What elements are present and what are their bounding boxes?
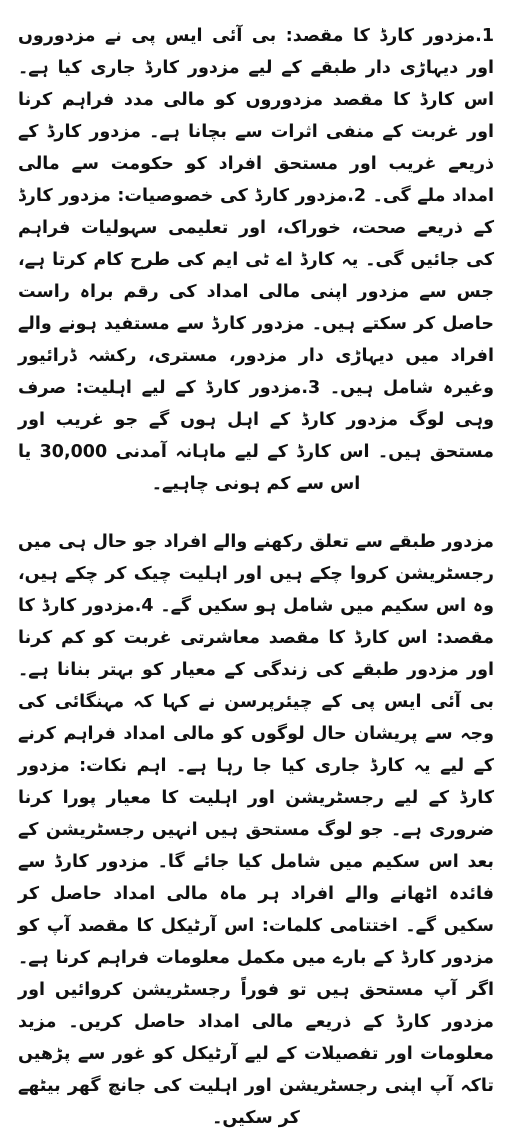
article-paragraph-2: مزدور طبقے سے تعلق رکھنے والے افراد جو حال ہی میں رجسٹریشن کروا چکے ہیں اور اہلیت چیک کر چکے ہیں، وہ اس سکیم میں شامل ہو سکیں گے۔ 4.مزدور کارڈ کا مقصد: اس کارڈ کا مقصد معاشرتی غربت کو کم کرنا اور مزدور طبقے کی زندگی کے معیار کو بہتر بنانا ہے۔ بی آئی ایس پی کے چیئرپرسن نے کہا کہ مہنگائی کی وجہ سے پریشان حال لوگوں کو مالی امداد فراہم کرنے کے لیے یہ کارڈ جاری کیا جا رہا ہے۔ اہم نکات: مزدور کارڈ کے لیے رجسٹریشن اور اہلیت کا معیار پورا کرنا ضروری ہے۔ جو لوگ مستحق ہیں انہیں رجسٹریشن کے بعد اس سکیم میں شامل کیا جائے گا۔ مزدور کارڈ سے فائدہ اٹھانے والے افراد ہر ماہ مالی امداد حاصل کر سکیں گے۔ اختتامی کلمات: اس آرٹیکل کا مقصد آپ کو مزدور کارڈ کے بارے میں مکمل معلومات فراہم کرنا ہے۔ اگر آپ مستحق ہیں تو فوراً رجسٹریشن کروائیں اور مزدور کارڈ کے ذریعے مالی امداد حاصل کریں۔ مزید معلومات اور تفصیلات کے لیے آرٹیکل کو غور سے پڑھیں تاکہ آپ اپنی رجسٹریشن اور اہلیت کی جانچ گھر بیٹھے کر سکیں۔ (18, 532, 494, 1128)
article-paragraph-1: 1.مزدور کارڈ کا مقصد: بی آئی ایس پی نے مزدوروں اور دیہاڑی دار طبقے کے لیے مزدور کارڈ جاری کیا ہے۔ اس کارڈ کا مقصد مزدوروں کو مالی مدد فراہم کرنا اور غربت کے منفی اثرات سے بچانا ہے۔ مزدور کارڈ کے ذریعے غریب اور مستحق افراد کو حکومت سے مالی امداد ملے گی۔ 2.مزدور کارڈ کی خصوصیات: مزدور کارڈ کے ذریعے صحت، خوراک، اور تعلیمی سہولیات فراہم کی جائیں گی۔ یہ کارڈ اے ٹی ایم کی طرح کام کرتا ہے، جس سے مزدور اپنی مالی امداد کی رقم براہ راست حاصل کر سکتے ہیں۔ مزدور کارڈ سے مستفید ہونے والے افراد میں دیہاڑی دار مزدور، مستری، رکشہ ڈرائیور وغیرہ شامل ہیں۔ 3.مزدور کارڈ کے لیے اہلیت: صرف وہی لوگ مزدور کارڈ کے اہل ہوں گے جو غریب اور مستحق ہیں۔ اس کارڈ کے لیے ماہانہ آمدنی 30,000 یا اس سے کم ہونی چاہیے۔ (18, 26, 495, 494)
